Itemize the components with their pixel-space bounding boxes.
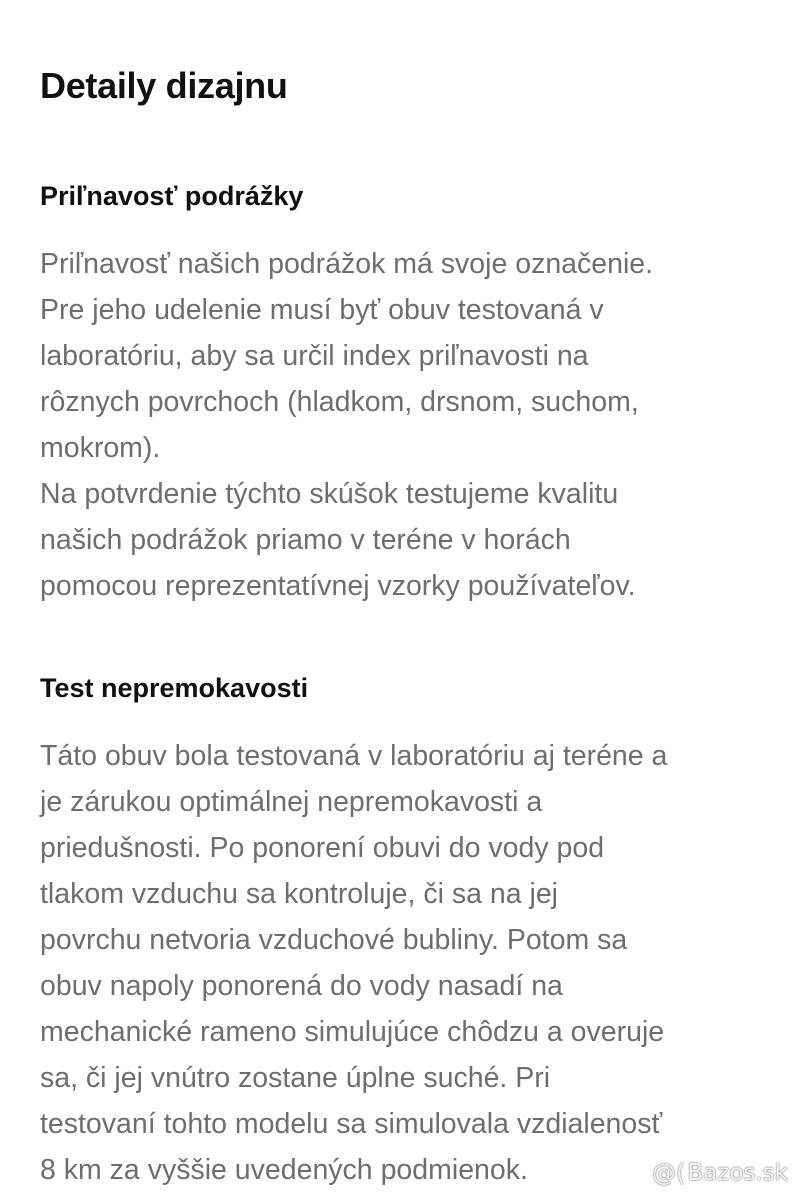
body-line: testovaní tohto modelu sa simulovala vzdialenosť <box>40 1107 663 1140</box>
body-line: Táto obuv bola testovaná v laboratóriu aj teréne a <box>40 739 668 772</box>
body-line: je zárukou optimálnej nepremokavosti a <box>40 785 543 818</box>
section-heading-grip: Priľnavosť podrážky <box>40 181 304 212</box>
section-body-grip <box>40 241 770 609</box>
bazos-watermark <box>652 1160 788 1186</box>
body-line: mokrom). <box>40 431 161 464</box>
body-line: pomocou reprezentatívnej vzorky používateľov. <box>40 569 636 602</box>
body-line: tlakom vzduchu sa kontroluje, či sa na jej <box>40 877 559 910</box>
body-line: laboratóriu, aby sa určil index priľnavosti na <box>40 339 589 372</box>
body-line: Pre jeho udelenie musí byť obuv testovaná v <box>40 293 604 326</box>
body-line: Priľnavosť našich podrážok má svoje označenie. <box>40 247 654 280</box>
body-line: rôznych povrchoch (hladkom, drsnom, suchom, <box>40 385 639 418</box>
page-title: Detaily dizajnu <box>40 65 288 107</box>
watermark-text: Bazos.sk <box>687 1160 788 1186</box>
body-line: Na potvrdenie týchto skúšok testujeme kvalitu <box>40 477 619 510</box>
section-body-waterproof <box>40 733 770 1193</box>
bazos-logo-icon: @( <box>652 1159 686 1187</box>
body-line: priedušnosti. Po ponorení obuvi do vody pod <box>40 831 605 864</box>
section-grip <box>40 152 770 609</box>
body-line: 8 km za vyššie uvedených podmienok. <box>40 1153 528 1186</box>
body-line: mechanické rameno simulujúce chôdzu a overuje <box>40 1015 665 1048</box>
body-line: sa, či jej vnútro zostane úplne suché. Pri <box>40 1061 551 1094</box>
section-waterproof <box>40 644 770 1193</box>
section-heading-waterproof: Test nepremokavosti <box>40 673 309 704</box>
body-line: našich podrážok priamo v teréne v horách <box>40 523 571 556</box>
body-line: povrchu netvoria vzduchové bubliny. Potom sa <box>40 923 628 956</box>
body-line: obuv napoly ponorená do vody nasadí na <box>40 969 563 1002</box>
